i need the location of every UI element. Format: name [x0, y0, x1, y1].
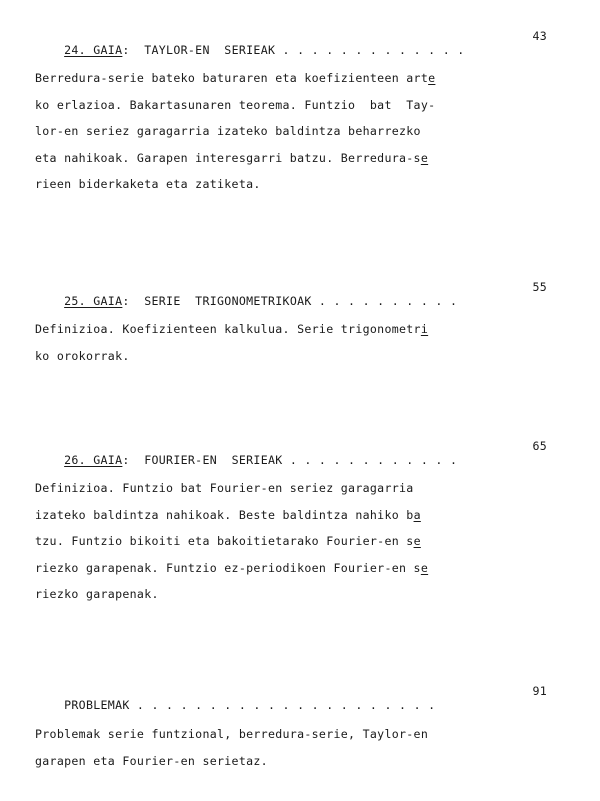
section-description-25: [35, 322, 505, 375]
text-line: Definizioa. Funtzio bat Fourier-en seriez garagarria: [35, 481, 414, 495]
text-line: riezko garapenak. Funtzio ez-periodikoen Fourier-en se: [35, 560, 429, 575]
page-number: 91: [532, 684, 547, 698]
text-line: ko orokorrak.: [35, 348, 130, 363]
text-line: garapen eta Fourier-en serietaz.: [35, 753, 268, 768]
section-number: 25. GAIA: [64, 294, 123, 308]
text-line: izateko baldintza nahikoak. Beste baldintza nahiko ba: [35, 507, 421, 522]
section-description-24: [35, 71, 505, 204]
text-line: tzu. Funtzio bikoiti eta bakoitietarako Fourier-en se: [35, 534, 421, 548]
text-line: riezko garapenak.: [35, 587, 159, 601]
page-number: 65: [532, 439, 547, 453]
section-number: 26. GAIA: [64, 453, 123, 467]
text-line: lor-en seriez garagarria izateko baldintza beharrezko: [35, 124, 421, 138]
section-title: PROBLEMAK . . . . . . . . . . . . . . . . . . . . .: [64, 698, 436, 712]
text-line: eta nahikoak. Garapen interesgarri batzu. Berredura-se: [35, 150, 429, 165]
page-number: 55: [532, 280, 547, 294]
text-line: Problemak serie funtzional, berredura-serie, Taylor-en: [35, 727, 429, 741]
text-line: rieen biderkaketa eta zatiketa.: [35, 177, 261, 191]
section-description-26: [35, 481, 505, 614]
section-description-problemak: [35, 727, 505, 780]
section-number: 24. GAIA: [64, 43, 123, 57]
text-line: ko erlazioa. Bakartasunaren teorema. Funtzio bat Tay-: [35, 97, 436, 112]
section-title: : SERIE TRIGONOMETRIKOAK . . . . . . . . . .: [122, 294, 458, 308]
section-title: : TAYLOR-EN SERIEAK . . . . . . . . . . . . .: [122, 43, 465, 57]
section-title: : FOURIER-EN SERIEAK . . . . . . . . . . . .: [122, 453, 458, 467]
page-number: 43: [532, 29, 547, 43]
text-line: Berredura-serie bateko baturaren eta koefizienteen arte: [35, 71, 436, 85]
text-line: Definizioa. Koefizienteen kalkulua. Serie trigonometri: [35, 322, 429, 336]
